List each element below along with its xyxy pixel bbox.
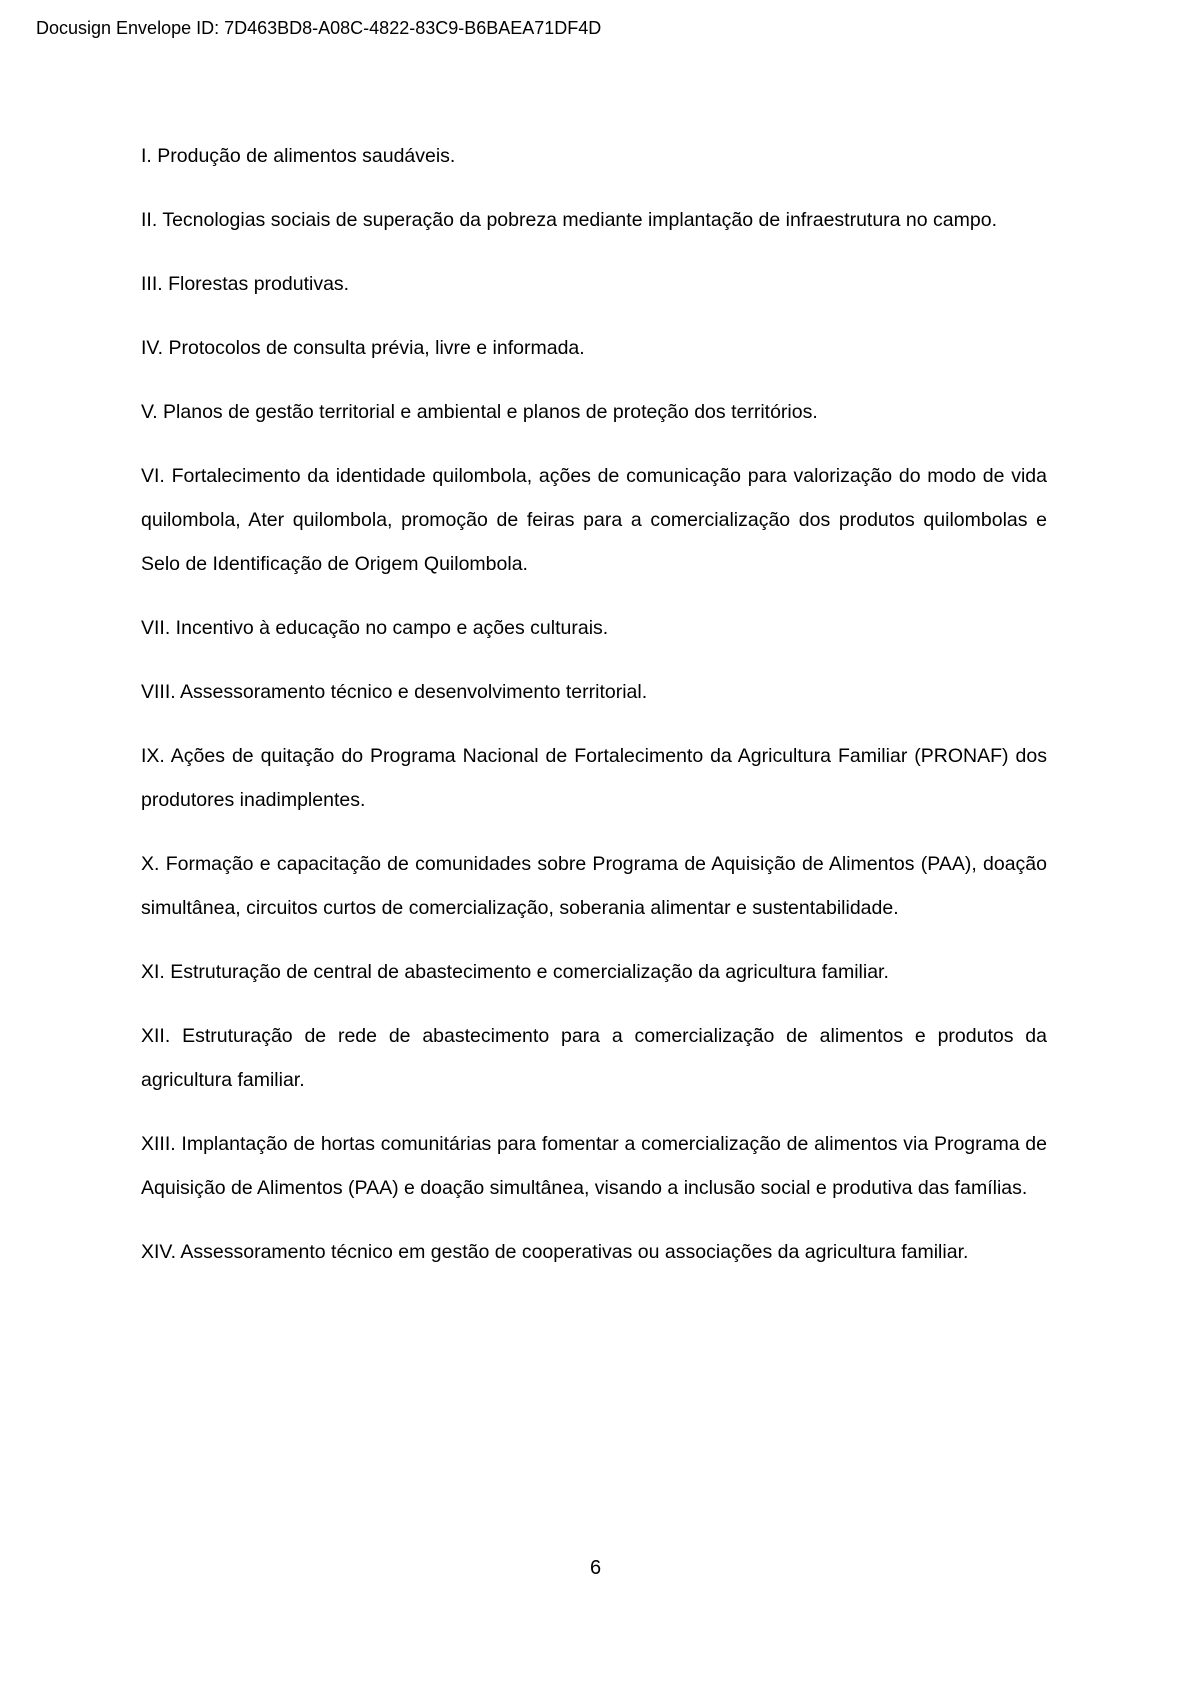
list-item: VIII. Assessoramento técnico e desenvolvimento territorial. bbox=[141, 681, 648, 703]
list-item: III. Florestas produtivas. bbox=[141, 273, 350, 295]
list-item: XI. Estruturação de central de abastecimento e comercialização da agricultura familiar. bbox=[141, 961, 889, 983]
list-item: VII. Incentivo à educação no campo e ações culturais. bbox=[141, 617, 609, 639]
list-item: IV. Protocolos de consulta prévia, livre e informada. bbox=[141, 337, 585, 359]
page-number: 6 bbox=[589, 1557, 602, 1579]
list-item: IX. Ações de quitação do Programa Nacional de Fortalecimento da Agricultura Familiar (PRONAF) dos produtores inadimplentes. bbox=[141, 745, 1047, 811]
docusign-envelope-id: Docusign Envelope ID: 7D463BD8-A08C-4822-83C9-B6BAEA71DF4D bbox=[36, 18, 602, 38]
list-item: II. Tecnologias sociais de superação da pobreza mediante implantação de infraestrutura no campo. bbox=[141, 209, 997, 231]
list-item: XII. Estruturação de rede de abastecimento para a comercialização de alimentos e produtos da agricultura familiar. bbox=[141, 1025, 1047, 1091]
list-item: XIII. Implantação de hortas comunitárias para fomentar a comercialização de alimentos via Programa de Aquisição de Alimentos (PAA) e doação simultânea, visando a inclusão social e produtiva das famílias. bbox=[141, 1133, 1047, 1199]
list-item: VI. Fortalecimento da identidade quilombola, ações de comunicação para valorização do modo de vida quilombola, Ater quilombola, promoção de feiras para a comercialização dos produtos quilombolas e Selo de Identificação de Origem Quilombola. bbox=[141, 465, 1047, 575]
list-item: I. Produção de alimentos saudáveis. bbox=[141, 145, 456, 167]
list-item: V. Planos de gestão territorial e ambiental e planos de proteção dos territórios. bbox=[141, 401, 818, 423]
list-item: XIV. Assessoramento técnico em gestão de cooperativas ou associações da agricultura familiar. bbox=[141, 1241, 969, 1263]
list-item: X. Formação e capacitação de comunidades sobre Programa de Aquisição de Alimentos (PAA), doação simultânea, circuitos curtos de comercialização, soberania alimentar e sustentabilidade. bbox=[141, 853, 1047, 919]
document-body bbox=[141, 134, 1047, 1294]
